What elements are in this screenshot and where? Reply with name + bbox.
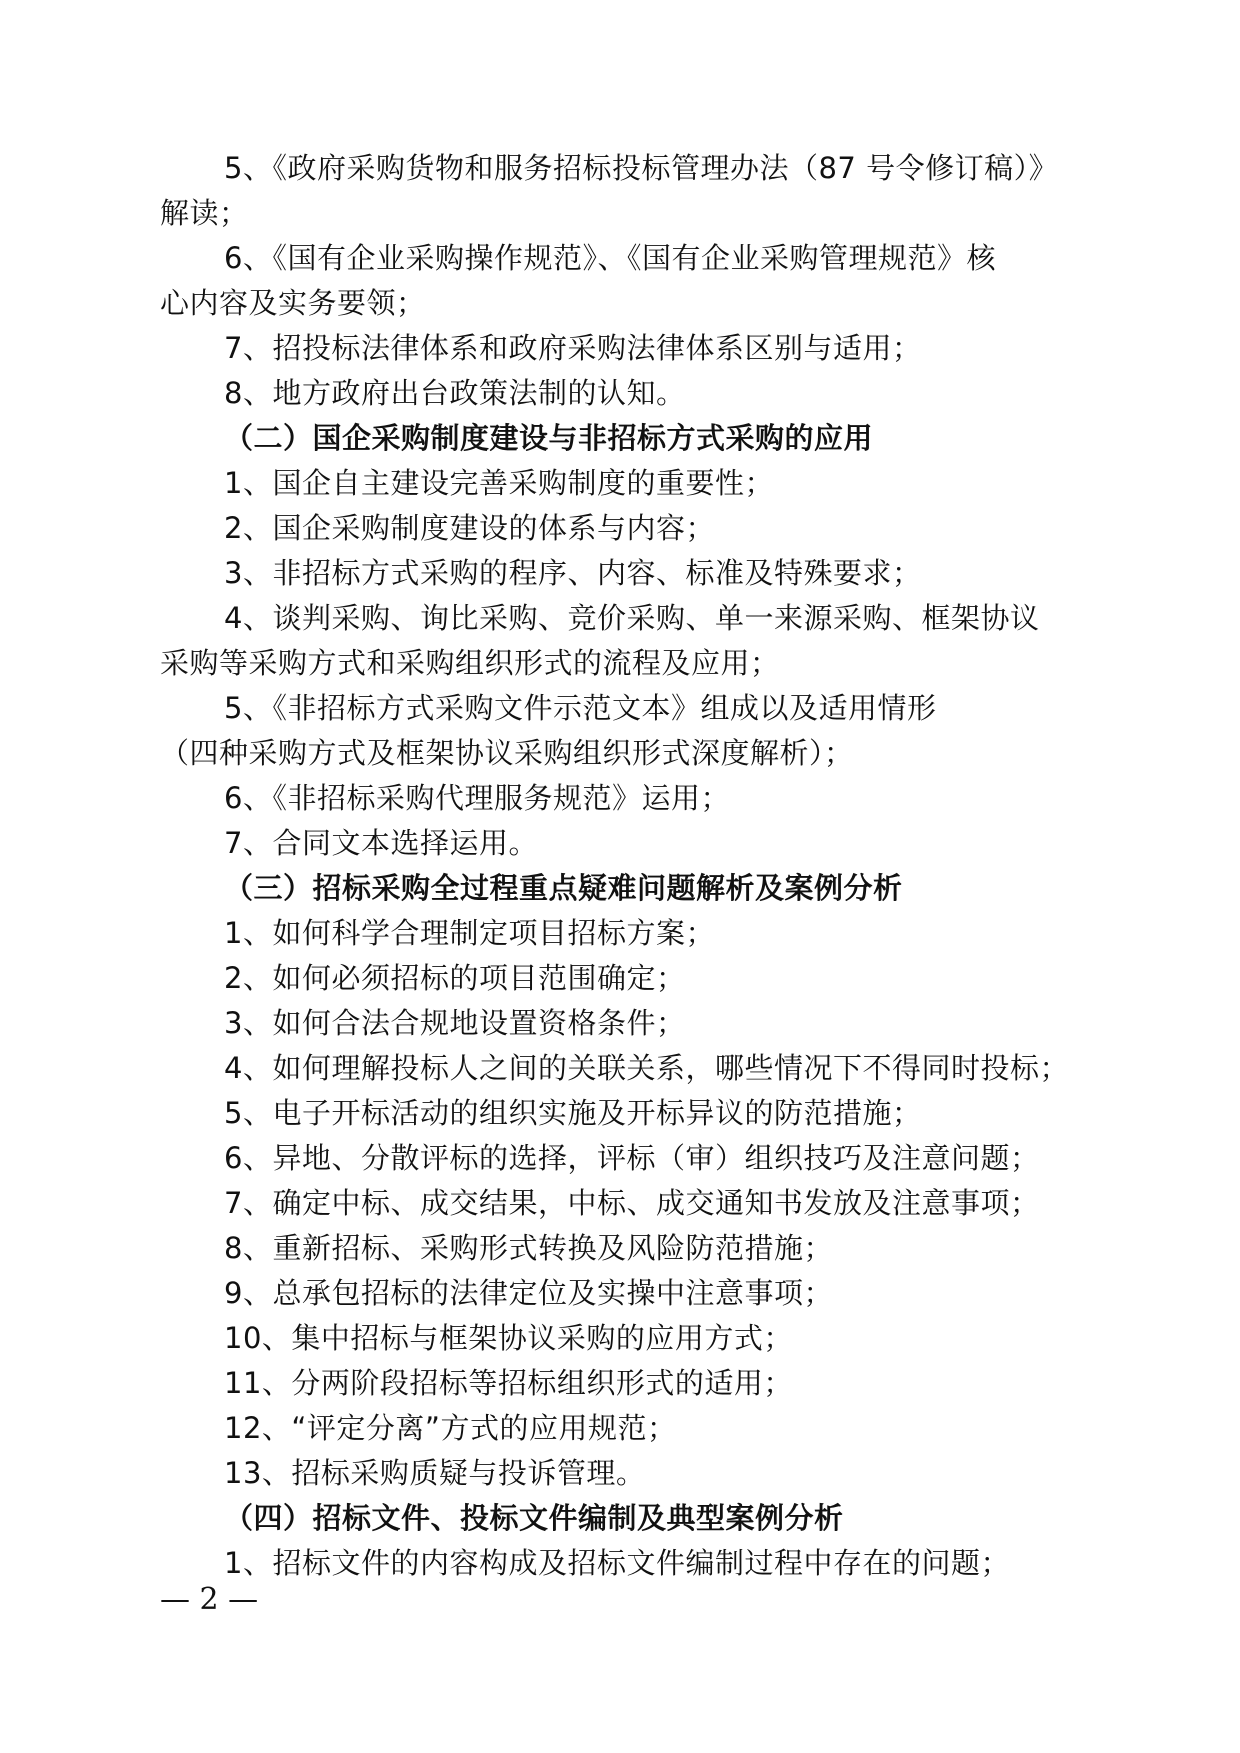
list-item: 5、《政府采购货物和服务招标投标管理办法（87 号令修订稿）》 xyxy=(224,151,1059,185)
list-item: 5、电子开标活动的组织实施及开标异议的防范措施； xyxy=(224,1096,922,1130)
document-body xyxy=(160,146,1095,1586)
section-heading-2: （二）国企采购制度建设与非招标方式采购的应用 xyxy=(224,421,874,455)
list-item: 7、招投标法律体系和政府采购法律体系区别与适用； xyxy=(224,331,922,365)
list-item: 1、招标文件的内容构成及招标文件编制过程中存在的问题； xyxy=(224,1546,1010,1580)
list-item: 1、国企自主建设完善采购制度的重要性； xyxy=(224,466,774,500)
list-item: 12、“评定分离”方式的应用规范； xyxy=(224,1411,677,1445)
list-item: 4、如何理解投标人之间的关联关系，哪些情况下不得同时投标； xyxy=(224,1051,1069,1085)
list-item: 2、如何必须招标的项目范围确定； xyxy=(224,961,686,995)
section-heading-3: （三）招标采购全过程重点疑难问题解析及案例分析 xyxy=(224,871,903,905)
list-item: 4、谈判采购、询比采购、竞价采购、单一来源采购、框架协议 xyxy=(224,601,1040,635)
list-item: 1、如何科学合理制定项目招标方案； xyxy=(224,916,715,950)
list-item: 3、如何合法合规地设置资格条件； xyxy=(224,1006,686,1040)
list-item: 3、非招标方式采购的程序、内容、标准及特殊要求； xyxy=(224,556,922,590)
list-item: 11、分两阶段招标等招标组织形式的适用； xyxy=(224,1366,793,1400)
list-item: 2、国企采购制度建设的体系与内容； xyxy=(224,511,715,545)
page-number: — 2 — xyxy=(160,1582,259,1617)
list-item: 7、确定中标、成交结果，中标、成交通知书发放及注意事项； xyxy=(224,1186,1040,1220)
list-item-continuation: （四种采购方式及框架协议采购组织形式深度解析）； xyxy=(160,736,854,770)
list-item: 5、《非招标方式采购文件示范文本》组成以及适用情形 xyxy=(224,691,937,725)
list-item: 6、《非招标采购代理服务规范》运用； xyxy=(224,781,730,815)
list-item: 6、异地、分散评标的选择，评标（审）组织技巧及注意问题； xyxy=(224,1141,1040,1175)
list-item: 6、《国有企业采购操作规范》、《国有企业采购管理规范》核 xyxy=(224,241,996,275)
list-item: 13、招标采购质疑与投诉管理。 xyxy=(224,1456,646,1490)
list-item-continuation: 采购等采购方式和采购组织形式的流程及应用； xyxy=(160,646,780,680)
list-item: 8、地方政府出台政策法制的认知。 xyxy=(224,376,686,410)
section-heading-4: （四）招标文件、投标文件编制及典型案例分析 xyxy=(224,1501,844,1535)
list-item: 8、重新招标、采购形式转换及风险防范措施； xyxy=(224,1231,833,1265)
list-item-continuation: 解读； xyxy=(160,196,249,230)
list-item: 7、合同文本选择运用。 xyxy=(224,826,538,860)
list-item: 10、集中招标与框架协议采购的应用方式； xyxy=(224,1321,793,1355)
list-item-continuation: 心内容及实务要领； xyxy=(160,286,426,320)
list-item: 9、总承包招标的法律定位及实操中注意事项； xyxy=(224,1276,833,1310)
